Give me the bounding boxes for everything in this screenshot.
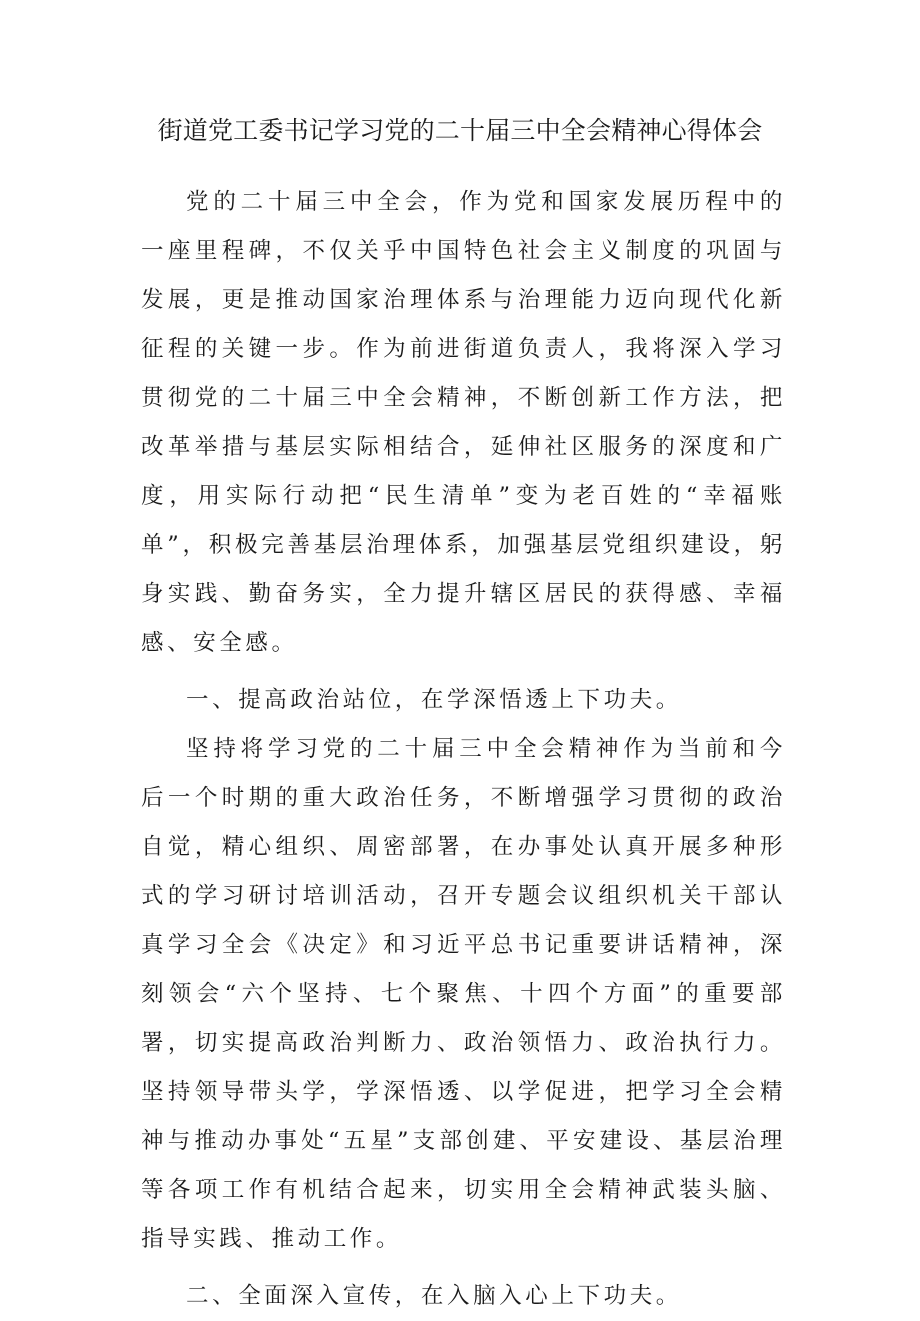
section-heading-1: 一、提高政治站位，在学深悟透上下功夫。 bbox=[186, 687, 682, 713]
intro-paragraph: 党的二十届三中全会，作为党和国家发展历程中的一座里程碑，不仅关乎中国特色社会主义制度的巩固与发展，更是推动国家治理体系与治理能力迈向现代化新征程的关键一步。作为前进街道负责人，我将深入学习贯彻党的二十届三中全会精神，不断创新工作方法，把改革举措与基层实际相结合，延伸社区服务的深度和广度，用实际行动把“民生清单”变为老百姓的“幸福账单”，积极完善基层治理体系，加强基层党组织建设，躬身实践、勤奋务实，全力提升辖区居民的获得感、幸福感、安全感。 bbox=[141, 189, 786, 656]
section-heading-2: 二、全面深入宣传，在入脑入心上下功夫。 bbox=[186, 1283, 682, 1309]
document-title: 街道党工委书记学习党的二十届三中全会精神心得体会 bbox=[157, 116, 763, 145]
document-body bbox=[141, 178, 786, 1321]
section-paragraph-1: 坚持将学习党的二十届三中全会精神作为当前和今后一个时期的重大政治任务，不断增强学习贯彻的政治自觉，精心组织、周密部署，在办事处认真开展多种形式的学习研讨培训活动，召开专题会议组织机关干部认真学习全会《决定》和习近平总书记重要讲话精神，深刻领会“六个坚持、七个聚焦、十四个方面”的重要部署，切实提高政治判断力、政治领悟力、政治执行力。坚持领导带头学，学深悟透、以学促进，把学习全会精神与推动办事处“五星”支部创建、平安建设、基层治理等各项工作有机结合起来，切实用全会精神武装头脑、指导实践、推动工作。 bbox=[141, 736, 786, 1252]
